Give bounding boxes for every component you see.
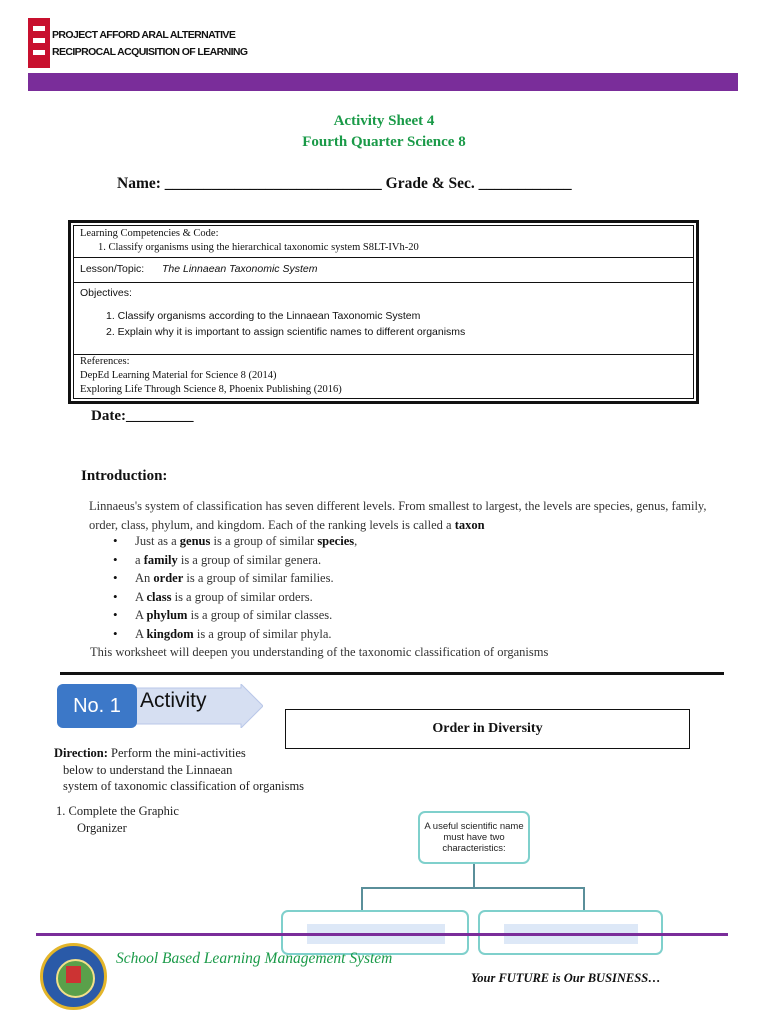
objectives-row [74, 283, 693, 355]
introduction-closing: This worksheet will deepen you understanding of the taxonomic classification of organisms [90, 645, 549, 659]
list-item: • a family is a group of similar genera. [113, 553, 357, 572]
objectives-label: Objectives: [80, 287, 132, 299]
activity-title-box: Order in Diversity [285, 709, 690, 749]
objective-item: 2. Explain why it is important to assign scientific names to different organisms [106, 326, 466, 338]
list-item: • An order is a group of similar families. [113, 571, 357, 590]
objective-item: 1. Classify organisms according to the Linnaean Taxonomic System [106, 310, 421, 322]
task-item: 1. Complete the Graphic Organizer [56, 804, 179, 835]
activity-label: Activity [140, 689, 207, 712]
introduction-paragraph [89, 497, 729, 535]
taxonomy-bullet-list [113, 534, 357, 646]
organizer-connector [473, 864, 475, 888]
direction-label: Direction: [54, 746, 108, 760]
school-seal-icon [40, 943, 107, 1010]
project-logo [28, 16, 248, 70]
name-grade-line: Name: ____________________________ Grade & Sec. ____________ [117, 175, 572, 192]
reference-item: Exploring Life Through Science 8, Phoenix Publishing (2016) [80, 384, 342, 395]
footer-system-name: School Based Learning Management System [116, 950, 393, 967]
competencies-label: Learning Competencies & Code: [80, 228, 219, 239]
organizer-connector [583, 887, 585, 911]
organizer-connector [361, 887, 585, 889]
reference-item: DepEd Learning Material for Science 8 (2014) [80, 370, 277, 381]
list-item: • A class is a group of similar orders. [113, 590, 357, 609]
organizer-top-box: A useful scientific name must have two characteristics: [418, 811, 530, 864]
list-item: • Just as a genus is a group of similar species, [113, 534, 357, 553]
introduction-heading: Introduction: [81, 468, 168, 484]
taxon-term: taxon [454, 518, 485, 532]
competency-item: 1. Classify organisms using the hierarchical taxonomic system S8LT-IVh-20 [98, 242, 419, 253]
references-row [74, 355, 693, 403]
list-item: • A phylum is a group of similar classes. [113, 608, 357, 627]
footer-tagline: Your FUTURE is Our BUSINESS… [471, 971, 661, 985]
sheet-title: Activity Sheet 4 [333, 113, 435, 129]
activity-number-badge: No. 1 [57, 684, 137, 728]
header-band [28, 73, 738, 91]
sheet-subtitle: Fourth Quarter Science 8 [302, 134, 466, 150]
references-label: References: [80, 356, 130, 367]
competencies-row [74, 226, 693, 258]
logo-text-line2: RECIPROCAL ACQUISITION OF LEARNING [52, 46, 248, 58]
lesson-value: The Linnaean Taxonomic System [162, 263, 318, 275]
list-item: • A kingdom is a group of similar phyla. [113, 627, 357, 646]
section-divider [60, 672, 724, 675]
organizer-connector [361, 887, 363, 911]
lesson-label: Lesson/Topic: [80, 263, 145, 275]
info-table [68, 220, 699, 404]
footer-band [36, 933, 728, 936]
date-line: Date:_________ [91, 408, 194, 424]
direction-text: Direction: Perform the mini-activities below to understand the Linnaean system of taxonomic classification of organisms [54, 746, 305, 793]
introduction-text: Linnaeus's system of classification has seven different levels. From smallest to largest, the levels are species, genus, family, order, class, phylum, and kingdom. Each of the ranking levels is called a [89, 499, 707, 532]
logo-mark-icon [28, 18, 50, 68]
lesson-row [74, 258, 693, 283]
logo-text-line1: PROJECT AFFORD ARAL ALTERNATIVE [52, 29, 236, 41]
